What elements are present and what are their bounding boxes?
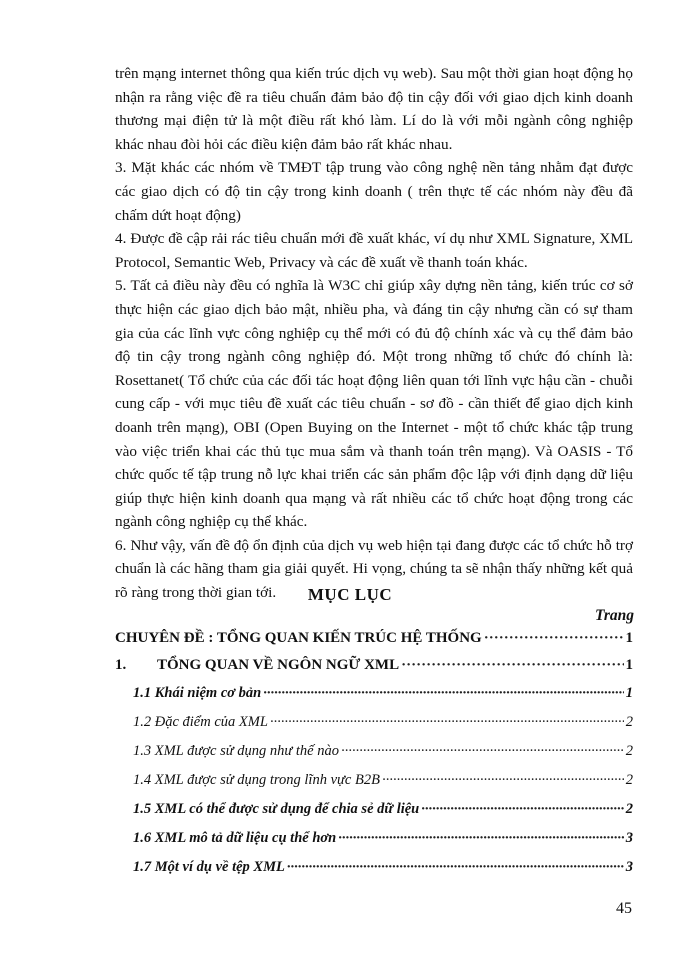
paragraph-item-4: 4. Được đề cập rải rác tiêu chuẩn mới đề xuất khác, ví dụ như XML Signature, XML Protocol, Semantic Web, Privacy và các đề xuất về thanh toán khác. bbox=[115, 230, 633, 271]
toc-entry-title: 1.6 XML mô tả dữ liệu cụ thể hơn bbox=[133, 830, 337, 846]
toc-leader bbox=[382, 772, 624, 789]
toc-leader bbox=[421, 801, 624, 818]
toc-leader bbox=[401, 657, 623, 674]
toc-section-page: 1 bbox=[625, 657, 633, 673]
toc-entry bbox=[133, 685, 633, 702]
toc-section-title: TỔNG QUAN VỀ NGÔN NGỮ XML bbox=[157, 657, 400, 673]
toc-leader bbox=[338, 830, 624, 847]
toc-heading: MỤC LỤC bbox=[307, 585, 393, 604]
toc-entry bbox=[133, 859, 633, 876]
toc-chapter bbox=[115, 630, 633, 647]
toc-entry-title: 1.2 Đặc điểm của XML bbox=[133, 714, 268, 730]
toc-entry-page: 3 bbox=[625, 859, 633, 875]
toc-page-column-label: Trang bbox=[594, 607, 634, 624]
toc-entry-title: 1.5 XML có thể được sử dụng để chia sẻ dữ liệu bbox=[133, 801, 420, 817]
toc-entry bbox=[133, 743, 633, 760]
toc-entry bbox=[133, 714, 633, 731]
toc-entry bbox=[133, 801, 633, 818]
toc-section bbox=[115, 657, 633, 674]
toc-entry-page: 3 bbox=[625, 830, 633, 846]
toc-leader bbox=[484, 630, 624, 647]
body-text bbox=[115, 62, 633, 605]
toc-leader bbox=[270, 714, 624, 731]
toc-leader bbox=[287, 859, 624, 876]
toc-entry-page: 1 bbox=[625, 685, 633, 701]
paragraph-item-3: 3. Mặt khác các nhóm về TMĐT tập trung vào công nghệ nền tảng nhằm đạt được các giao dịch có độ tin cậy trong kinh doanh ( trên thực tế các nhóm này đều đã chấm dứt hoạt động) bbox=[115, 159, 633, 224]
toc-entry-page: 2 bbox=[625, 801, 633, 817]
paragraph-item-6: 6. Như vậy, vấn đề độ ổn định của dịch vụ web hiện tại đang được các tổ chức hỗ trợ chuẩn là các hãng tham gia giải quyết. Hi vọng, chúng ta sẽ nhận thấy những kết quả rõ ràng trong thời gian tới. bbox=[115, 536, 633, 602]
toc-section-number: 1. bbox=[115, 657, 127, 673]
toc-entry-page: 2 bbox=[625, 743, 633, 759]
toc-chapter-page: 1 bbox=[625, 630, 633, 646]
toc-entry-title: 1.7 Một ví dụ về tệp XML bbox=[133, 859, 285, 875]
toc-entry bbox=[133, 772, 633, 789]
toc-chapter-title: CHUYÊN ĐỀ : TỔNG QUAN KIẾN TRÚC HỆ THỐNG bbox=[115, 630, 482, 646]
toc-entry-page: 2 bbox=[625, 714, 633, 730]
page-number: 45 bbox=[616, 900, 632, 917]
toc-leader bbox=[263, 685, 624, 702]
toc-leader bbox=[341, 743, 624, 760]
toc-entry-title: 1.3 XML được sử dụng như thế nào bbox=[133, 743, 339, 759]
toc-entry bbox=[133, 830, 633, 847]
paragraph-item-5: 5. Tất cả điều này đều có nghĩa là W3C chỉ giúp xây dựng nền tảng, kiến trúc cơ sở thực hiện các giao dịch bảo mật, nhiều pha, và đáng tin cậy nhưng cần có sự tham gia của các lĩnh vực công nghiệp cụ thể mới có đủ độ chính xác và cụ thể đảm bảo độ tin cậy trong ngành công nghiệp đó. Một trong những tổ chức đó chính là: Rosettanet( Tổ chức của các đối tác hoạt động liên quan tới lĩnh vực hậu cần - chuỗi cung cấp - với mục tiêu đề xuất các tiêu chuẩn - sơ đồ - cần thiết để giao dịch kinh doanh trên mạng), OBI (Open Buying on the Internet - một tổ chức khác tập trung vào việc triển khai các thủ tục mua sắm và thanh toán trên mạng). Và OASIS - Tổ chức quốc tế tập trung nỗ lực khai triển các sản phẩm độc lập với định dạng dữ liệu giúp thực hiện kinh doanh qua mạng và rất nhiều các tổ chức hoạt động trong các ngành công nghiệp cụ thể khác. bbox=[115, 277, 633, 531]
toc-entry-page: 2 bbox=[625, 772, 633, 788]
toc-entry-title: 1.1 Khái niệm cơ bản bbox=[133, 685, 262, 701]
paragraph-continuation: trên mạng internet thông qua kiến trúc dịch vụ web). Sau một thời gian hoạt động họ nhận ra rằng việc đề ra tiêu chuẩn đảm bảo độ tin cậy đối với giao dịch kinh doanh thương mại điện tử là một điều rất khó làm. Lí do là với mỗi ngành công nghiệp khác nhau đòi hỏi các điều kiện đảm bảo rất khác nhau. bbox=[115, 65, 633, 153]
toc-entry-title: 1.4 XML được sử dụng trong lĩnh vực B2B bbox=[133, 772, 380, 788]
